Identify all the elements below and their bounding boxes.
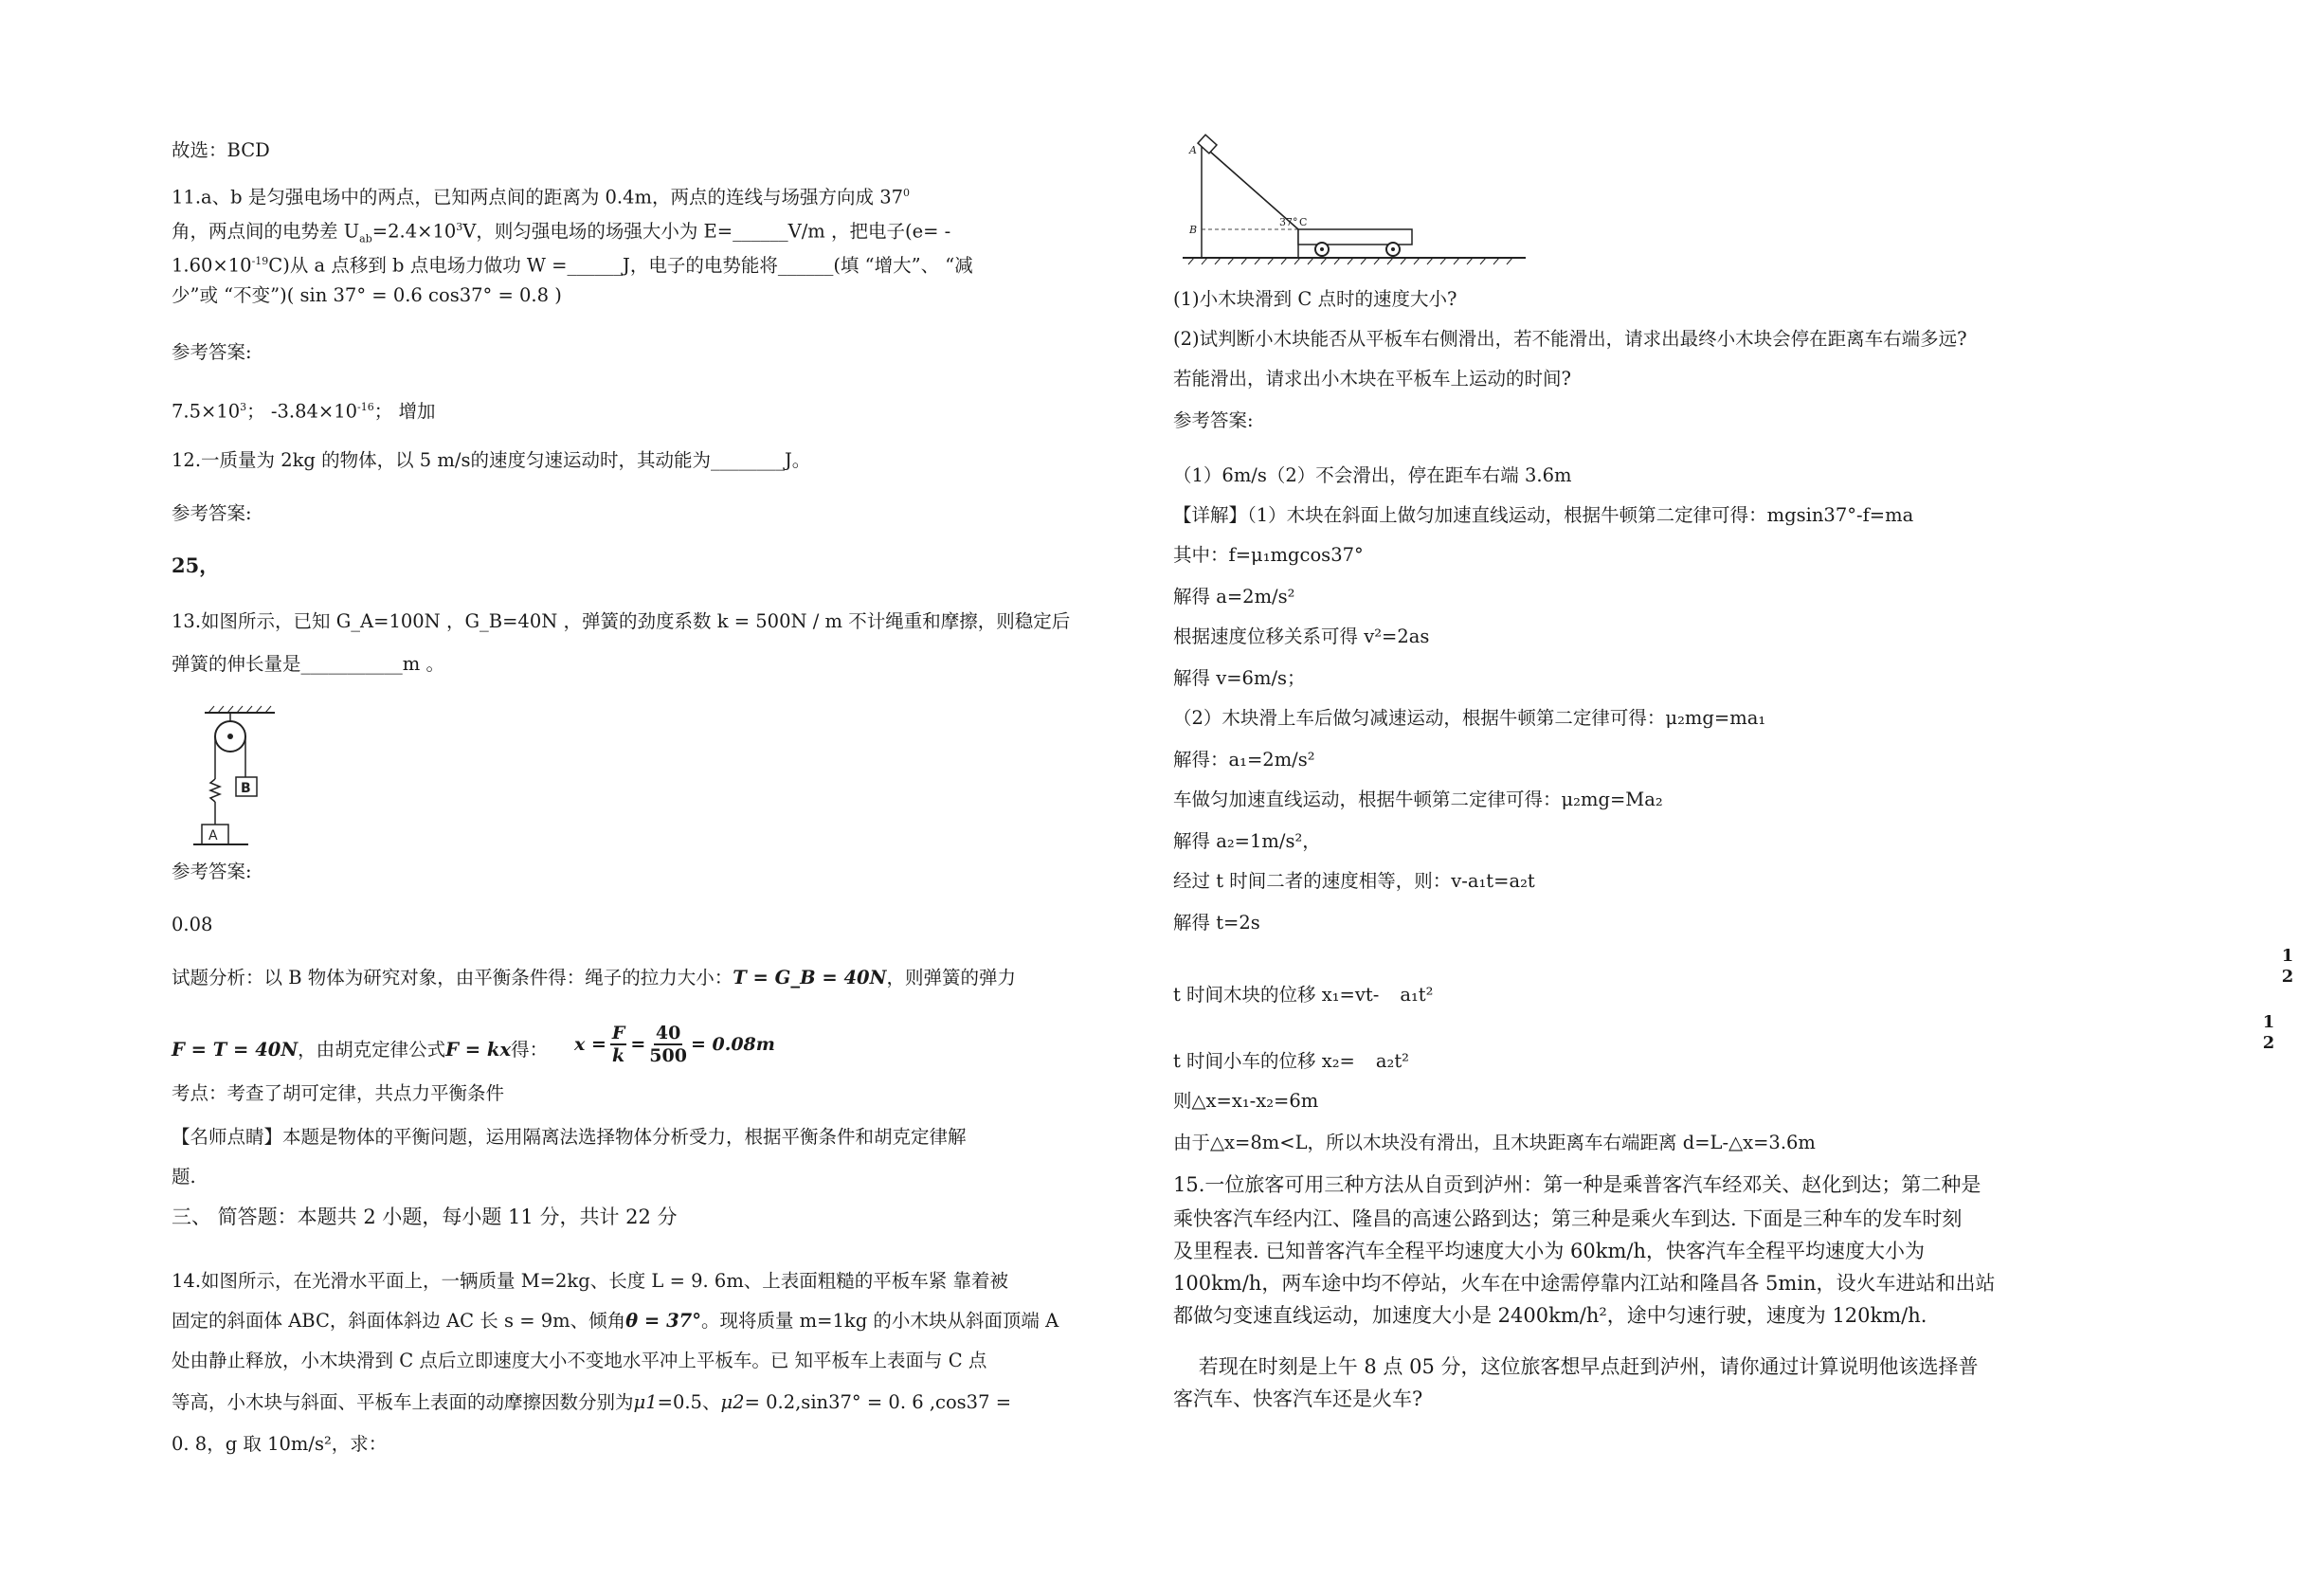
q14-line-4: 等高，小木块与斜面、平板车上表面的动摩擦因数分别为μ1=0.5、μ2= 0.2,sin37° = 0. 6 ,cos37 = xyxy=(172,1391,1012,1413)
svg-text:B: B xyxy=(241,781,251,796)
svg-text:C: C xyxy=(1299,216,1308,228)
q11-line-3: $1.60\times 10^{-19}C$)从 a 点移到 b 点电场力做功 W =______J，电子的电势能将______(填 “增大”、 “减 xyxy=(172,254,973,277)
detail-line-13: t 时间小车的位移 x₂= a₂t² xyxy=(1173,1050,1409,1072)
q15-line-5: 都做匀变速直线运动，加速度大小是 2400km/h²，途中匀速行驶，速度为 120km/h. xyxy=(1173,1304,1927,1327)
q12-text: 12.一质量为 2kg 的物体，以 5 m/s的速度匀速运动时，其动能为________J。 xyxy=(172,449,811,471)
pulley-spring-figure xyxy=(190,705,294,847)
detail-line-3: 解得 a=2m/s² xyxy=(1173,586,1295,608)
formula-force: F = T = 40N xyxy=(172,1039,299,1061)
q14-answer: （1）6m/s（2）不会滑出，停在距车右端 3.6m xyxy=(1173,464,1572,486)
mingshi-line-1: 【名师点睛】本题是物体的平衡问题，运用隔离法选择物体分析受力，根据平衡条件和胡克定律解 xyxy=(172,1126,967,1148)
mingshi-line-2: 题. xyxy=(172,1166,196,1188)
detail-line-15: 由于△x=8m<L，所以木块没有滑出，且木块距离车右端距离 d=L-△x=3.6m xyxy=(1173,1132,1816,1153)
q15-line-3: 及里程表. 已知普客汽车全程平均速度大小为 60km/h，快客汽车全程平均速度大小为 xyxy=(1173,1240,1925,1262)
q15-line-4: 100km/h，两车途中均不停站，火车在中途需停靠内江站和隆昌各 5min，设火车进站和出站 xyxy=(1173,1272,1996,1295)
analysis-line-2: F = T = 40N，由胡克定律公式F = kx得： xyxy=(172,1039,549,1061)
q14-sub2-line-1: (2)试判断小木块能否从平板车右侧滑出，若不能滑出，请求出最终小木块会停在距离车右端多远? xyxy=(1173,328,1967,350)
q13-line-2: 弹簧的伸长量是___________m 。 xyxy=(172,653,444,675)
detail-line-5: 解得 v=6m/s； xyxy=(1173,667,1306,689)
q14-line-1: 14.如图所示，在光滑水平面上，一辆质量 M=2kg、长度 L = 9. 6m、上表面粗糙的平板车紧 靠着被 xyxy=(172,1270,1009,1292)
q13-answer: 0.08 xyxy=(172,914,213,935)
formula-extension: x = $\frac{F}{k}$ = $\frac{40}{500}$ = 0.08m xyxy=(574,1023,775,1066)
answer-line-bcd: 故选：BCD xyxy=(172,139,270,161)
fraction-half: 1 2 xyxy=(2281,946,2294,987)
detail-line-9: 解得 a₂=1m/s²， xyxy=(1173,830,1321,852)
q15-line-2: 乘快客汽车经内江、隆昌的高速公路到达；第三种是乘火车到达. 下面是三种车的发车时刻 xyxy=(1173,1207,1963,1230)
section-heading: 三、 简答题：本题共 2 小题，每小题 11 分，共计 22 分 xyxy=(172,1206,678,1228)
detail-line-10: 经过 t 时间二者的速度相等，则：v-a₁t=a₂t xyxy=(1173,870,1535,892)
svg-text:A: A xyxy=(208,828,218,843)
analysis-line-1: 试题分析：以 B 物体为研究对象，由平衡条件得：绳子的拉力大小：T = G_B = 40N，则弹簧的弹力 xyxy=(172,967,1016,988)
detail-line-2: 其中：f=μ₁mgcos37° xyxy=(1173,544,1364,566)
q14-line-5: 0. 8，g 取 10m/s²，求： xyxy=(172,1433,388,1455)
detail-line-7: 解得：a₁=2m/s² xyxy=(1173,749,1315,771)
detail-line-8: 车做匀加速直线运动，根据牛顿第二定律可得：μ₂mg=Ma₂ xyxy=(1173,789,1663,810)
svg-text:37°: 37° xyxy=(1279,216,1298,228)
q13-line-1: 13.如图所示，已知 G_A=100N ，G_B=40N ，弹簧的劲度系数 k = 500N / m 不计绳重和摩擦，则稳定后 xyxy=(172,610,1071,632)
answer-label: 参考答案: xyxy=(172,861,252,882)
detail-line-11: 解得 t=2s xyxy=(1173,912,1260,934)
q11-line-4: 少”或 “不变”)( sin 37° = 0.6 cos37° = 0.8 ) xyxy=(172,284,562,306)
detail-line-14: 则△x=x₁-x₂=6m xyxy=(1173,1090,1319,1112)
detail-line-6: （2）木块滑上车后做匀减速运动，根据牛顿第二定律可得：μ₂mg=ma₁ xyxy=(1173,707,1766,729)
detail-line-12: t 时间木块的位移 x₁=vt- a₁t² xyxy=(1173,984,1434,1006)
q15-line-1: 15.一位旅客可用三种方法从自贡到泸州：第一种是乘普客汽车经邓关、赵化到达；第二种是 xyxy=(1173,1173,1981,1196)
q12-answer: 25， xyxy=(172,553,220,577)
answer-label: 参考答案: xyxy=(172,502,252,524)
fraction-half: 1 2 xyxy=(2262,1012,2275,1053)
q15-line-7: 客汽车、快客汽车还是火车? xyxy=(1173,1387,1423,1410)
q14-sub1: (1)小木块滑到 C 点时的速度大小? xyxy=(1173,288,1457,310)
q11-line-2: 角，两点间的电势差 $U_{ab}=2.4\times 10^3V$，则匀强电场的场强大小为 E=______V/m ，把电子(e= - xyxy=(172,220,951,245)
answer-label: 参考答案: xyxy=(1173,409,1254,431)
detail-line-1: 【详解】（1）木块在斜面上做匀加速直线运动，根据牛顿第二定律可得：mgsin37°-f=ma xyxy=(1173,504,1914,526)
answer-label: 参考答案: xyxy=(172,341,252,363)
svg-text:B: B xyxy=(1189,224,1198,236)
formula-hooke: F = kx xyxy=(445,1039,512,1061)
formula-tension: T = G_B = 40N xyxy=(733,967,887,988)
q15-line-6: 若现在时刻是上午 8 点 05 分，这位旅客想早点赶到泸州，请你通过计算说明他该选择普 xyxy=(1173,1355,1979,1378)
svg-text:A: A xyxy=(1189,144,1197,156)
q14-line-3: 处由静止释放，小木块滑到 C 点后立即速度大小不变地水平冲上平板车。已 知平板车上表面与 C 点 xyxy=(172,1350,987,1371)
incline-cart-figure xyxy=(1175,135,1535,267)
detail-line-4: 根据速度位移关系可得 v²=2as xyxy=(1173,626,1430,647)
kaodian-line: 考点：考查了胡可定律，共点力平衡条件 xyxy=(172,1082,505,1104)
q11-line-1: 11.a、b 是匀强电场中的两点，已知两点间的距离为 0.4m，两点的连线与场强方向成 $37^0$ xyxy=(172,186,911,209)
q14-sub2-line-2: 若能滑出，请求出小木块在平板车上运动的时间? xyxy=(1173,368,1571,390)
q14-line-2: 固定的斜面体 ABC，斜面体斜边 AC 长 s = 9m、倾角θ = 37°。现将质量 m=1kg 的小木块从斜面顶端 A xyxy=(172,1310,1059,1332)
q11-answer: $7.5\times 10^3$； $-3.84\times 10^{-16}$； 增加 xyxy=(172,400,436,423)
